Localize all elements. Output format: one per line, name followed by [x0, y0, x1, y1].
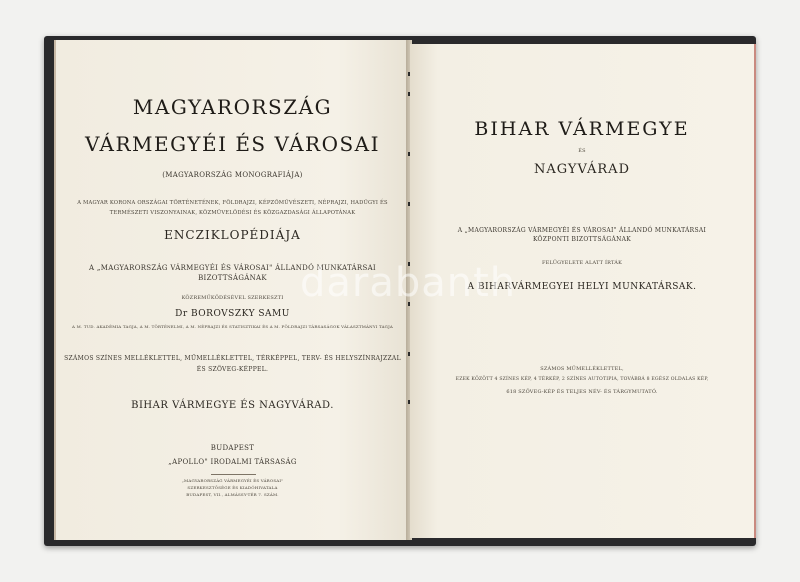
main-title-line2: VÁRMEGYÉI ÉS VÁROSAI	[84, 132, 381, 156]
right-staff-line2: KÖZPONTI BIZOTTSÁGÁNAK	[532, 236, 632, 243]
description-line1: A MAGYAR KORONA ORSZÁGAI TÖRTÉNETÉNEK, FÖLDRAJZI, KÉPZŐMŰVÉSZETI, NÉPRAJZI, HADÜGYI ÉS	[77, 200, 388, 206]
supervision-note: FELÜGYELETE ALATT ÍRTÁK	[541, 260, 623, 266]
right-illus-line2: EZEK KÖZÖTT 4 SZÍNES KÉP, 4 TÉRKÉP, 2 SZÍNES AUTOTIPIA, TOVÁBBÁ 8 EGÉSZ OLDALAS KÉP,	[455, 377, 709, 382]
watermark-text: darabanth	[300, 260, 517, 306]
editor-intro: KÖZREMŰKÖDÉSÉVEL SZERKESZTI	[181, 295, 284, 301]
main-title-line1: MAGYARORSZÁG	[132, 95, 333, 119]
description-line2: TERMÉSZETI VISZONYAINAK, KÖZMŰVELŐDÉSI ÉS KÖZGAZDASÁGI ÁLLAPOTÁNAK	[109, 210, 356, 216]
encyclopedia-heading: ENCZIKLOPÉDIÁJA	[164, 228, 301, 242]
imprint-line3: BUDAPEST, VII., ALMÁSSY-TÉR 7. SZÁM.	[186, 492, 279, 497]
editor-name: Dr BOROVSZKY SAMU	[175, 309, 290, 319]
imprint-line2: SZERKESZTŐSÉGE ÉS KIADÓHIVATALA	[187, 485, 278, 490]
publication-city: BUDAPEST	[210, 444, 255, 452]
staff-line1: A „MAGYARORSZÁG VÁRMEGYÉI ÉS VÁROSAI" ÁLLANDÓ MUNKATÁRSAI	[89, 264, 376, 272]
subtitle: (MAGYARORSZÁG MONOGRAFIÁJA)	[162, 171, 303, 179]
right-illus-line3: 618 SZÖVEG-KÉP ÉS TELJES NÉV- ÉS TÁRGYMUTATÓ.	[506, 389, 658, 395]
right-staff-line1: A „MAGYARORSZÁG VÁRMEGYÉI ÉS VÁROSAI" ÁLLANDÓ MUNKATÁRSAI	[457, 227, 707, 234]
staff-line2: BIZOTTSÁGÁNAK	[198, 274, 267, 282]
imprint-line1: „MAGYARORSZÁG VÁRMEGYÉI ÉS VÁROSAI"	[181, 478, 284, 483]
editor-titles: A M. TUD. AKADÉMIA TAGJA, A M. TÖRTÉNELMI, A M. NÉPRAJZI ÉS STATISZTIKAI ÉS A M. FÖLDRAJZI TÁRSASÁGOK VÁLASZTMÁNYI TAGJA	[72, 324, 393, 329]
volume-title: BIHAR VÁRMEGYE ÉS NAGYVÁRAD.	[131, 400, 334, 411]
bihar-title: BIHAR VÁRMEGYE	[474, 118, 690, 140]
illustrations-line2: ÉS SZÖVEG-KÉPPEL.	[196, 366, 269, 373]
publisher-name: „APOLLO" IRODALMI TÁRSASÁG	[168, 458, 297, 466]
divider-rule	[211, 474, 256, 475]
nagyvarad-title: NAGYVÁRAD	[534, 162, 630, 177]
right-illus-line1: SZÁMOS MŰMELLÉKLETTEL,	[540, 366, 624, 372]
conjunction: ÉS	[578, 148, 586, 154]
illustrations-line1: SZÁMOS SZÍNES MELLÉKLETTEL, MŰMELLÉKLETTEL, TÉRKÉPPEL, TERV- ÉS HELYSZÍNRAJZZAL	[64, 355, 401, 362]
authors-line: A BIHARVÁRMEGYEI HELYI MUNKATÁRSAK.	[467, 282, 697, 292]
